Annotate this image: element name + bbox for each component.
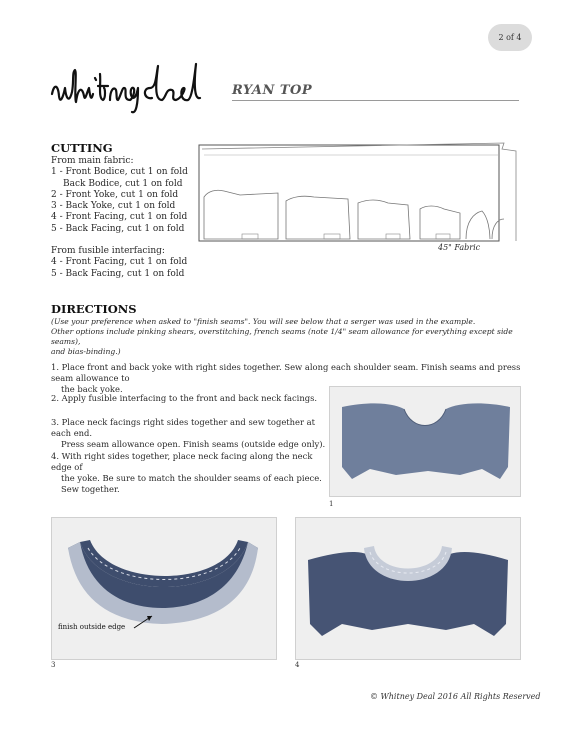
- directions-heading: DIRECTIONS: [51, 302, 137, 316]
- step-3: [51, 417, 331, 450]
- neck-facing-image: [52, 518, 276, 659]
- fabric-width-label: 45" Fabric: [438, 243, 481, 252]
- cut-item: 4 - Front Facing, cut 1 on fold: [51, 257, 188, 268]
- figure-4-photo: [295, 517, 521, 660]
- step-4-line: 4. With right sides together, place neck facing along the neck edge of: [51, 451, 313, 472]
- step-1-line: 1. Place front and back yoke with right sides together. Sew along each shoulder seam. Finish seams and press seam allowance to: [51, 362, 521, 383]
- cutting-list: [51, 156, 188, 280]
- cutting-layout-diagram: [198, 139, 520, 245]
- title-divider: [232, 100, 519, 101]
- interfacing-label: From fusible interfacing:: [51, 246, 165, 257]
- page-number-badge: 2 of 4: [488, 24, 532, 51]
- step-4-line: the yoke. Be sure to match the shoulder seams of each piece.: [61, 473, 322, 483]
- figure-1-number: 1: [329, 500, 334, 508]
- yoke-image: [330, 387, 520, 496]
- directions-intro: [51, 317, 521, 357]
- intro-line: Other options include pinking shears, overstitching, french seams (note 1/4" seam allowance for everything except side seams),: [51, 327, 513, 346]
- step-2: 2. Apply fusible interfacing to the front and back neck facings.: [51, 393, 318, 403]
- cut-item: 5 - Back Facing, cut 1 on fold: [51, 223, 185, 234]
- step-4-line: Sew together.: [61, 484, 120, 494]
- cutting-heading: CUTTING: [51, 141, 113, 155]
- figure-3-number: 3: [51, 661, 56, 669]
- step-3-line: Press seam allowance open. Finish seams (outside edge only).: [61, 439, 326, 449]
- cut-item: 3 - Back Yoke, cut 1 on fold: [51, 201, 176, 212]
- step-4: [51, 451, 331, 495]
- document-title: RYAN TOP: [232, 83, 313, 98]
- intro-line: (Use your preference when asked to "finish seams". You will see below that a serger was used in the example.: [51, 317, 476, 326]
- intro-line: and bias-binding.): [51, 347, 121, 356]
- whitney-deal-logo: [48, 58, 228, 116]
- main-fabric-label: From main fabric:: [51, 156, 134, 166]
- cut-item: 2 - Front Yoke, cut 1 on fold: [51, 189, 179, 200]
- figure-3-photo: [51, 517, 277, 660]
- assembled-yoke-image: [296, 518, 520, 659]
- figure-1-photo: [329, 386, 521, 497]
- step-1-line: the back yoke.: [61, 384, 123, 394]
- copyright-footer: © Whitney Deal 2016 All Rights Reserved: [370, 692, 541, 701]
- figure-4-number: 4: [295, 661, 300, 669]
- cut-item: 1 - Front Bodice, cut 1 on fold: [51, 167, 188, 178]
- cut-item: 4 - Front Facing, cut 1 on fold: [51, 212, 188, 223]
- step-3-line: 3. Place neck facings right sides together and sew together at each end.: [51, 417, 316, 438]
- cut-item: 5 - Back Facing, cut 1 on fold: [51, 268, 185, 279]
- cut-item: Back Bodice, cut 1 on fold: [63, 178, 183, 189]
- figure-3-annotation: finish outside edge: [58, 623, 126, 631]
